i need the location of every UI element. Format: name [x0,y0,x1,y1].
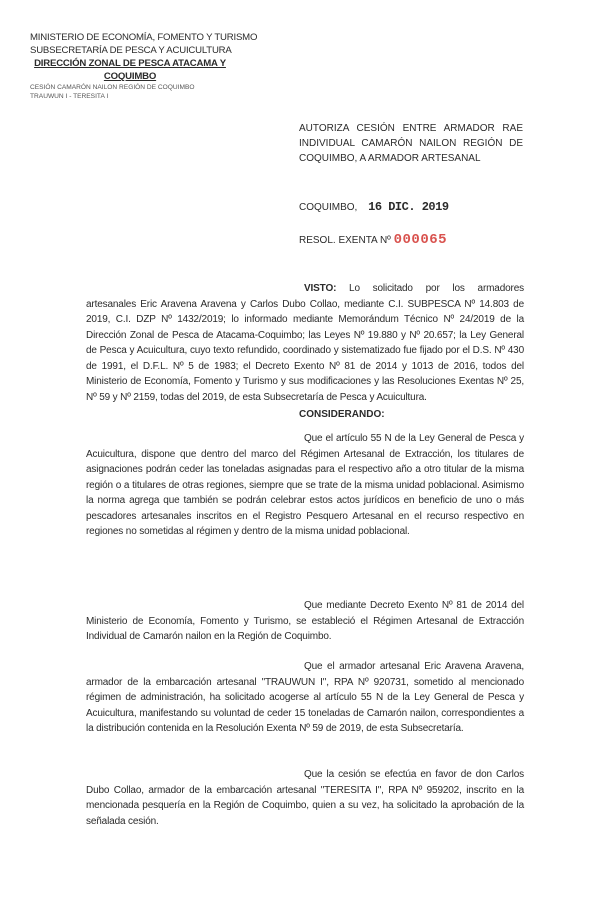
place-date-line [299,200,449,214]
letterhead-vessels: TRAUWUN I - TERESITA I [30,93,109,100]
letterhead-zonal-direction: DIRECCIÓN ZONAL DE PESCA ATACAMA Y [34,58,226,69]
resolution-number-line [299,232,447,248]
visto-label: VISTO: [304,283,337,294]
considerando-paragraph-3: Que el armador artesanal Eric Aravena Aravena, armador de la embarcación artesanal "TRAUWUN I", RPA Nº 920731, sometido al mencionado régimen de administración, ha solicitado acogerse al artículo 55 N de la Ley General de Pesca y Acuicultura, manifestando su voluntad de ceder 15 toneladas de Camarón nailon, correspondientes a la distribución contenida en la Resolución Exenta Nº 59 de 2019, de esta Subsecretaría. [86,661,524,734]
resolution-label: RESOL. EXENTA Nº [299,235,391,246]
considerando-paragraph-4: Que la cesión se efectúa en favor de don Carlos Dubo Collao, armador de la embarcación artesanal "TERESITA I", RPA Nº 959202, inscrito en la mencionada pesquería en la Región de Coquimbo, quien a su vez, ha solicitado la aprobación de la señalada cesión. [86,769,524,827]
considerando-paragraph-2: Que mediante Decreto Exento Nº 81 de 2014 del Ministerio de Economía, Fomento y Turismo, se estableció el Régimen Artesanal de Extracción Individual de Camarón nailon en la Región de Coquimbo. [86,600,524,642]
letterhead [30,31,258,101]
resolution-subject: AUTORIZA CESIÓN ENTRE ARMADOR RAE INDIVIDUAL CAMARÓN NAILON REGIÓN DE COQUIMBO, A ARMADOR ARTESANAL [299,123,523,164]
date-stamp: 16 DIC. 2019 [368,200,449,214]
letterhead-region: COQUIMBO [103,71,157,82]
resolution-number-stamp: 000065 [393,232,448,248]
considerando-paragraph-1: Que el artículo 55 N de la Ley General de Pesca y Acuicultura, dispone que dentro del marco del Régimen Artesanal de Extracción, los titulares de asignaciones podrán ceder las toneladas asignadas para el respectivo año a otro titular de la misma región o a titulares de otras regiones, siempre que se trate de la misma unidad poblacional. Asimismo la norma agrega que también se podrán celebrar estos actos jurídicos en beneficio de uno o más pescadores artesanales inscritos en el Registro Pesquero Artesanal en el recurso respectivo en regiones no sometidas al régimen y dentro de la misma unidad poblacional. [86,433,524,537]
visto-text: Lo solicitado por los armadores artesanales Eric Aravena Aravena y Carlos Dubo Collao, mediante C.I. SUBPESCA Nº 14.803 de 2019, C.I. DZP Nº 1432/2019; lo informado mediante Memorándum Técnico Nº 24/2019 de la Dirección Zonal de Pesca de Atacama-Coquimbo; las Leyes Nº 19.880 y Nº 20.657; la Ley General de Pesca y Acuicultura, cuyo texto refundido, coordinado y sistematizado fue fijado por el D.S. Nº 430 de 1991, el D.F.L. Nº 5 de 1983; el Decreto Exento Nº 81 de 2014 y 1013 de 2016, todos del Ministerio de Economía, Fomento y Turismo y sus modificaciones y las Resoluciones Exentas Nº 25, Nº 59 y Nº 2159, todas del 2019, de esta Subsecretaría de Pesca y Acuicultura. [86,283,524,403]
letterhead-subsecretariat: SUBSECRETARÍA DE PESCA Y ACUICULTURA [30,45,232,56]
place: COQUIMBO, [299,202,358,213]
visto-paragraph [86,281,524,405]
considerando-heading: CONSIDERANDO: [299,409,385,420]
letterhead-ministry: MINISTERIO DE ECONOMÍA, FOMENTO Y TURISMO [30,32,258,43]
letterhead-reference: CESIÓN CAMARÓN NAILON REGIÓN DE COQUIMBO [30,84,195,91]
